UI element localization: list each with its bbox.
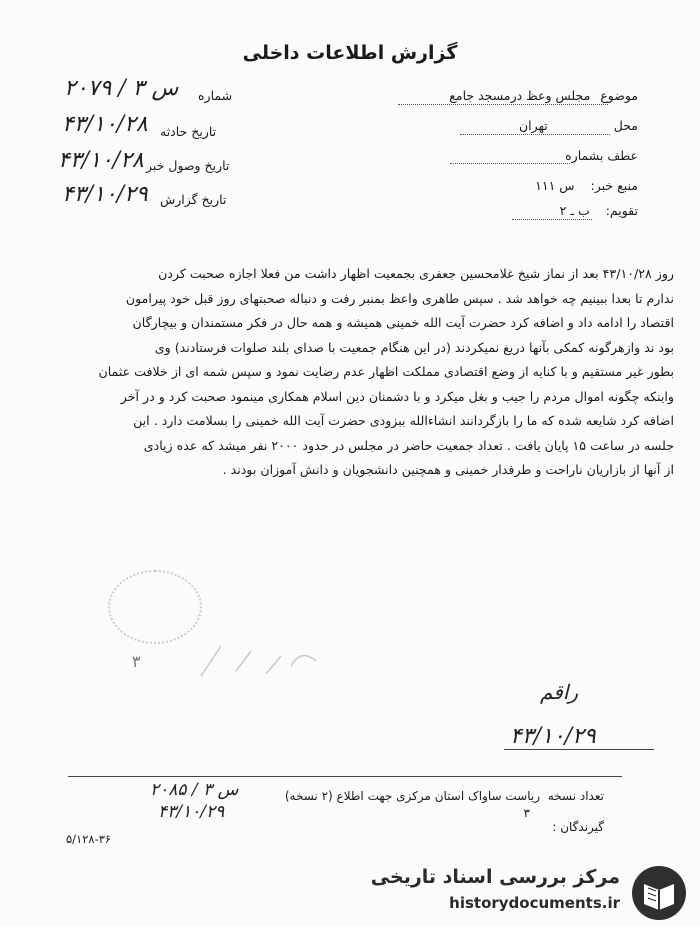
signature-underline (504, 749, 654, 750)
body-line: بود ند وازهرگونه کمکی بآنها دریغ نمیکردند (در این هنگام جمعیت با صدای بلند صلوات فرستادند) وی (154, 339, 674, 355)
copies-value: ریاست ساواک استان مرکزی جهت اطلاع (۲ نسخه) (284, 789, 541, 803)
body-line: بطور غیر مستقیم و با کنایه از وضع اقتصادی مملکت اظهار عدم رضایت نمود و سپس شمه ای از خلافت عثمان (98, 364, 674, 379)
recipients-label: گیرندگان : (552, 820, 604, 834)
footer-copies (285, 789, 604, 803)
assessment-value: ب ـ ۲ (559, 203, 590, 218)
subject-value: مجلس وعظ درمسجد جامع (449, 88, 591, 103)
body-line: اضافه کرد شایعه شده که ما را بازگردانند انشاءالله ببزودی حضرت آیت الله خمینی را بسلامت دارد . این (133, 413, 674, 428)
copies-label: تعداد نسخه (547, 789, 604, 803)
place-value: تهران (518, 118, 548, 133)
archive-watermark (370, 862, 698, 924)
place-label: محل (613, 118, 638, 133)
stamp-mark: ۳ (132, 652, 141, 671)
body-line: ندارم تا بعدا ببینیم چه خواهد شد . سپس طاهری واعظ بمنبر رفت و دنباله صحبتهای روز قبل خود پیرامون (125, 290, 674, 306)
form-code: ۵/۱۲۸-۳۶ (66, 832, 112, 846)
body-line: جلسه در ساعت ۱۵ پایان یافت . تعداد جمعیت حاضر در مجلس در حدود ۲۰۰۰ نفر میشد که عده زیادی (143, 437, 674, 453)
report-title: گزارش اطلاعات داخلی (242, 42, 458, 64)
subject-label: موضوع (600, 88, 638, 103)
place-field (519, 118, 638, 133)
watermark-site: historydocuments.ir (449, 894, 620, 912)
body-line: روز ۴۳/۱۰/۲۸ بعد از نماز شیخ غلامحسین جعفری بجمعیت اظهار داشت من فعلا اجازه صحبت کردن (158, 266, 674, 281)
footer-handwritten-date: ۴۳/۱۰/۲۹ (158, 802, 225, 822)
ref-line (450, 163, 570, 164)
assessment-field (560, 203, 638, 218)
received-date-label: تاریخ وصول خبر (146, 158, 230, 173)
received-date-value: ۴۳/۱۰/۲۸ (58, 148, 144, 173)
source-field (535, 178, 638, 193)
faint-scribble (196, 636, 336, 686)
book-emblem-icon (630, 864, 688, 922)
source-value: س ۱۱۱ (535, 178, 575, 193)
ref-label: عطف بشماره (565, 148, 638, 163)
place-line (460, 134, 610, 135)
number-label: شماره (198, 88, 233, 103)
footer-handwritten-ref: ۲۰۸۵ / س ۳ (150, 780, 239, 800)
report-date-label: تاریخ گزارش (160, 192, 227, 207)
body-line: واینکه چگونه اموال مردم را جیب و بغل میکرد و با دشمنان دین اسلام همکاری مینمود صحبت کرد و در آخر (120, 388, 674, 404)
watermark-name: مرکز بررسی اسناد تاریخی (370, 866, 620, 888)
footer-divider (68, 776, 622, 777)
signature-date: ۴۳/۱۰/۲۹ (510, 724, 596, 749)
subject-line (398, 104, 608, 105)
assessment-label: تقویم: (605, 203, 638, 218)
event-date-label: تاریخ حادثه (160, 124, 217, 139)
source-label: منبع خبر: (590, 178, 638, 193)
report-date-value: ۴۳/۱۰/۲۹ (62, 182, 148, 207)
subject-field (449, 88, 638, 103)
signature-name: راقم (540, 680, 579, 704)
ref-field (565, 148, 638, 163)
number-value: ۲۰۷۹ / س ۳ (64, 76, 179, 101)
event-date-value: ۴۳/۱۰/۲۸ (62, 112, 148, 137)
assessment-line (512, 219, 592, 220)
body-line: اقتصاد را ادامه داد و اضافه کرد حضرت آیت الله خمینی همیشه و همه حال در فکر مستمندان و بیچارگان (132, 315, 674, 330)
faded-stamp (108, 570, 202, 644)
report-body (62, 262, 674, 483)
body-line: از آنها از بازاریان ناراحت و طرفدار خمینی و همچنین دانشجویان و دانش آموزان بودند . (222, 462, 674, 477)
copies-count: ۳ (523, 806, 530, 820)
